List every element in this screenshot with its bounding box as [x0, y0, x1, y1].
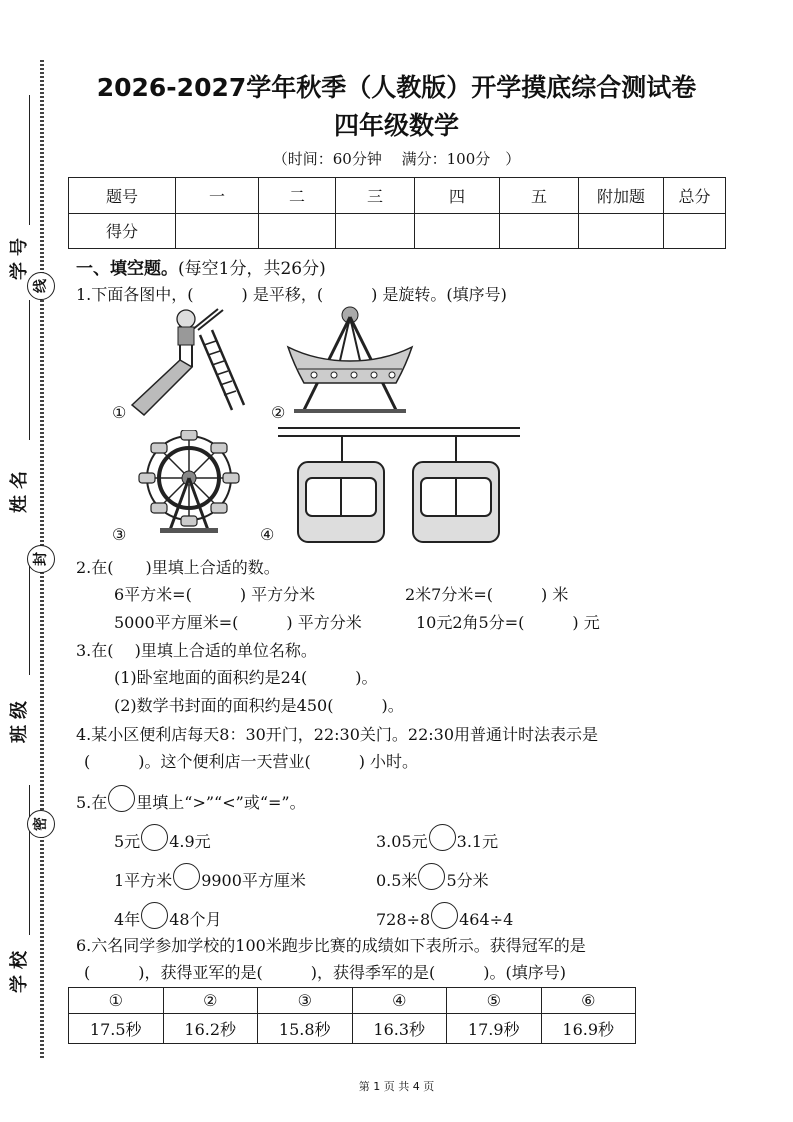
compare-item: 1平方米 9900平方厘米 — [114, 863, 306, 891]
score-header-cell: 二 — [259, 178, 336, 214]
question-3-text: 3.在( )里填上合适的单位名称。 — [76, 641, 317, 660]
race-header-cell: ③ — [258, 988, 353, 1014]
race-header-cell: ⑥ — [541, 988, 636, 1014]
race-table-row — [69, 1013, 636, 1043]
score-cell[interactable] — [664, 213, 726, 249]
figure-label-4: ④ — [260, 525, 275, 544]
score-header-cell: 总分 — [664, 178, 726, 214]
seal-seal: 封 — [27, 545, 55, 573]
compare-circle-icon — [108, 785, 135, 812]
compare-circle-icon[interactable] — [431, 902, 458, 929]
binding-line — [29, 300, 30, 440]
compare-circle-icon[interactable] — [418, 863, 445, 890]
figure-label-3: ③ — [112, 525, 127, 544]
compare-item: 5元 4.9元 — [114, 824, 211, 852]
seal-secret: 密 — [27, 810, 55, 838]
score-table — [68, 177, 726, 249]
score-table-header-row — [69, 178, 726, 214]
figure-label-1: ① — [112, 403, 127, 422]
score-header-cell: 一 — [176, 178, 259, 214]
compare-item: 4年 48个月 — [114, 902, 222, 930]
ferris-wheel-figure — [130, 430, 248, 535]
binding-label-student-id: 学号 — [9, 232, 30, 280]
score-table-row — [69, 213, 726, 249]
section-heading: 一、填空题。(每空1分，共26分) — [76, 259, 326, 279]
race-time-cell: 16.3秒 — [352, 1013, 447, 1043]
question-2-item: 5000平方厘米=( ) 平方分米 — [114, 613, 362, 632]
binding-line — [29, 560, 30, 675]
pirate-ship-figure — [284, 305, 414, 420]
question-3-item: (2)数学书封面的面积约是450( )。 — [114, 696, 404, 715]
question-2-text: 2.在( )里填上合适的数。 — [76, 558, 280, 577]
score-cell[interactable] — [579, 213, 664, 249]
slide-figure — [128, 305, 248, 420]
score-cell[interactable] — [176, 213, 259, 249]
binding-line — [29, 785, 30, 935]
score-header-cell: 附加题 — [579, 178, 664, 214]
race-header-cell: ① — [69, 988, 164, 1014]
race-table-header-row — [69, 988, 636, 1014]
question-1-text: 1.下面各图中，( ) 是平移，( ) 是旋转。(填序号) — [76, 285, 507, 304]
race-results-table — [68, 987, 636, 1044]
compare-circle-icon[interactable] — [141, 824, 168, 851]
score-cell[interactable] — [415, 213, 500, 249]
compare-item: 728÷8 464÷4 — [376, 902, 513, 929]
score-header-cell: 题号 — [69, 178, 176, 214]
race-header-cell: ④ — [352, 988, 447, 1014]
race-header-cell: ⑤ — [447, 988, 542, 1014]
question-2-item: 2米7分米=( ) 米 — [405, 585, 569, 604]
question-2-item: 10元2角5分=( ) 元 — [416, 613, 600, 632]
cable-car-figure — [276, 424, 522, 546]
race-time-cell: 16.9秒 — [541, 1013, 636, 1043]
race-header-cell: ② — [163, 988, 258, 1014]
race-time-cell: 15.8秒 — [258, 1013, 353, 1043]
race-time-cell: 17.5秒 — [69, 1013, 164, 1043]
question-5-text: 5.在 里填上“>”“<”或“=”。 — [76, 785, 306, 813]
binding-label-name: 姓名 — [9, 465, 30, 513]
score-header-cell: 四 — [415, 178, 500, 214]
page-subtitle: 四年级数学 — [333, 111, 459, 140]
compare-circle-icon[interactable] — [141, 902, 168, 929]
page-title: 2026-2027学年秋季（人教版）开学摸底综合测试卷 — [96, 73, 697, 102]
question-3-item: (1)卧室地面的面积约是24( )。 — [114, 668, 378, 687]
compare-circle-icon[interactable] — [173, 863, 200, 890]
score-cell[interactable] — [259, 213, 336, 249]
score-header-cell: 三 — [336, 178, 415, 214]
binding-label-school: 学校 — [9, 945, 30, 993]
seal-line: 线 — [27, 272, 55, 300]
race-time-cell: 17.9秒 — [447, 1013, 542, 1043]
score-cell[interactable] — [336, 213, 415, 249]
score-row-label: 得分 — [69, 213, 176, 249]
binding-label-class: 班级 — [9, 695, 30, 743]
figure-label-2: ② — [271, 403, 286, 422]
compare-item: 0.5米 5分米 — [376, 863, 489, 891]
score-cell[interactable] — [500, 213, 579, 249]
race-time-cell: 16.2秒 — [163, 1013, 258, 1043]
question-4-text-cont: ( )。这个便利店一天营业( ) 小时。 — [84, 752, 419, 771]
question-4-text: 4.某小区便利店每天8：30开门，22:30关门。22:30用普通计时法表示是 — [76, 725, 599, 744]
question-2-item: 6平方米=( ) 平方分米 — [114, 585, 316, 604]
exam-info: （时间：60分钟 满分：100分 ） — [272, 150, 521, 168]
score-header-cell: 五 — [500, 178, 579, 214]
compare-item: 3.05元 3.1元 — [376, 824, 498, 852]
page-footer: 第 1 页 共 4 页 — [358, 1080, 435, 1093]
question-6-text-cont: ( )，获得亚军的是( )，获得季军的是( )。(填序号) — [84, 963, 566, 982]
compare-circle-icon[interactable] — [429, 824, 456, 851]
question-6-text: 6.六名同学参加学校的100米跑步比赛的成绩如下表所示。获得冠军的是 — [76, 936, 586, 955]
